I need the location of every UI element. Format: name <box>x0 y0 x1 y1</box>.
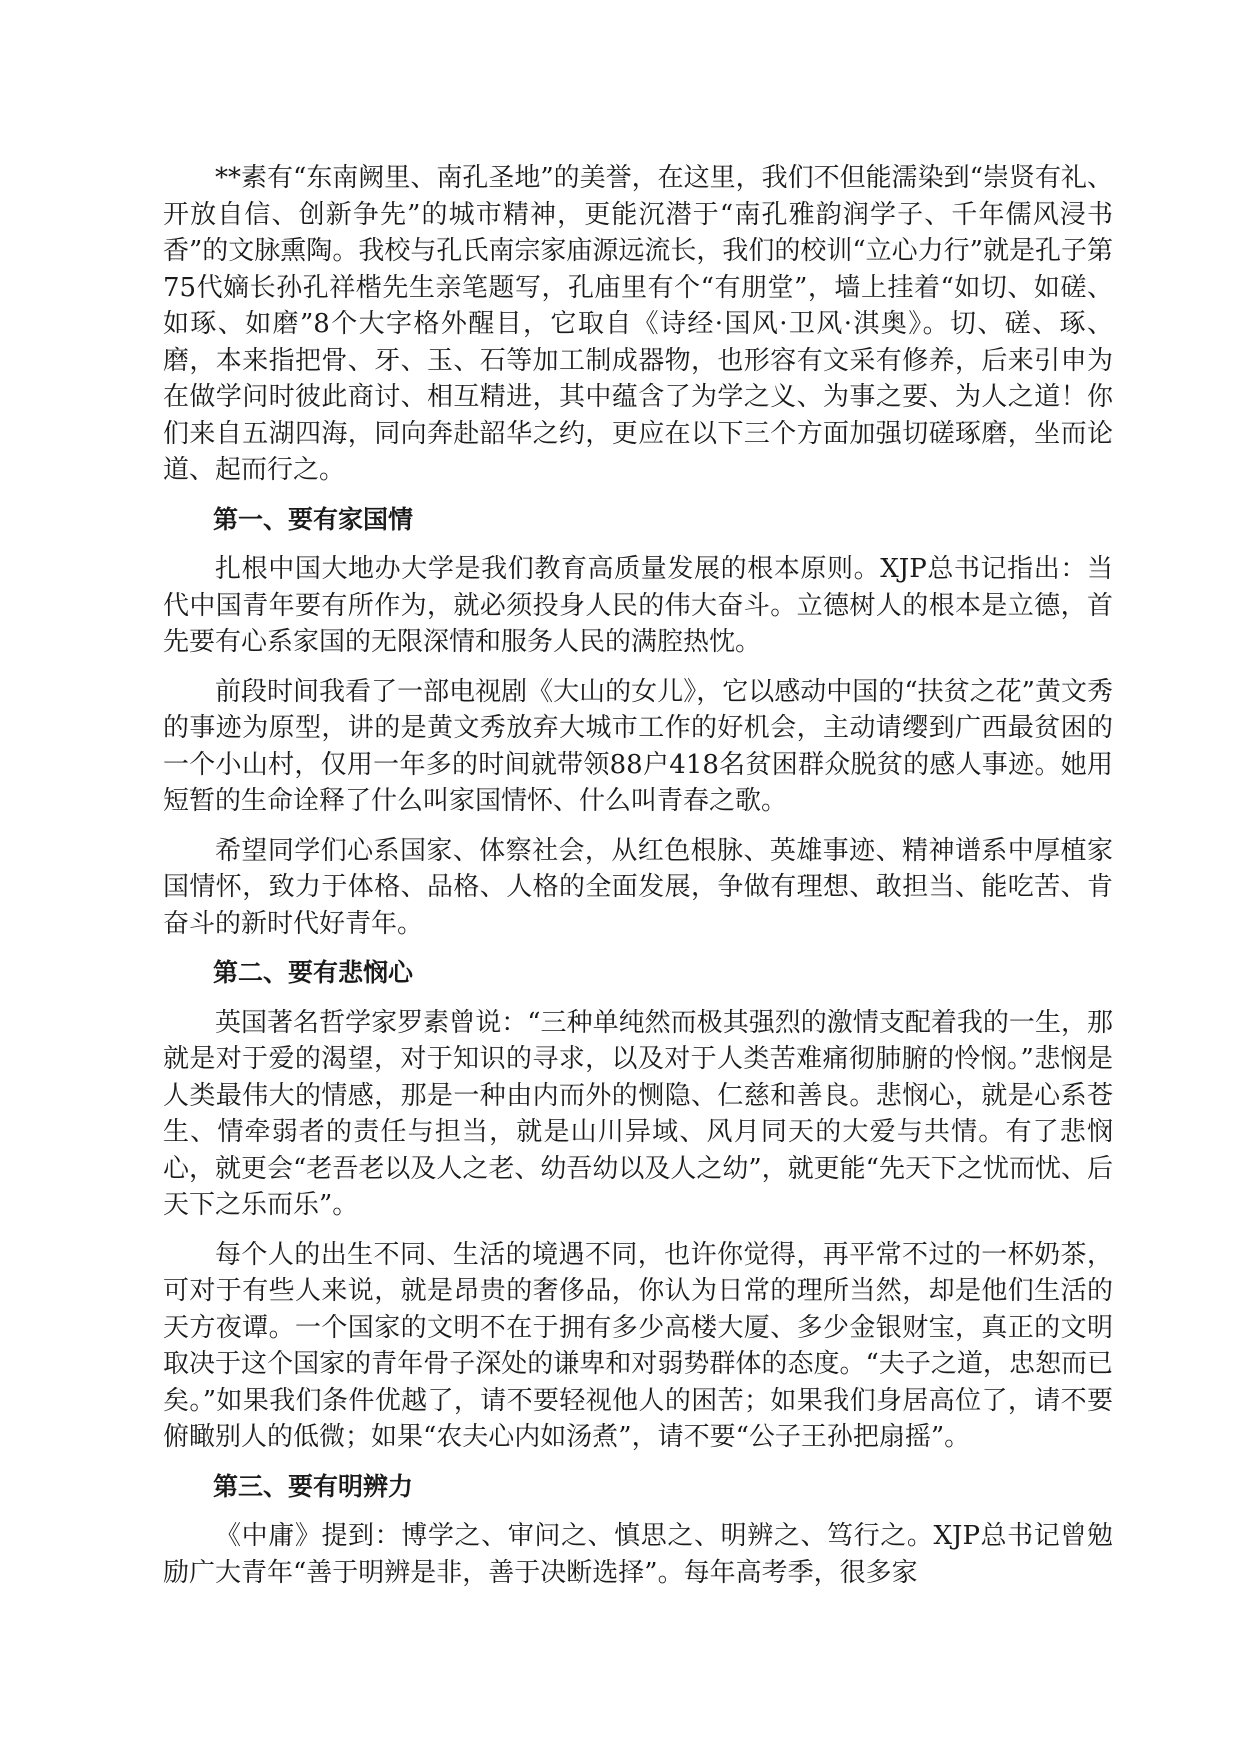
intro-paragraph: **素有“东南阙里、南孔圣地”的美誉，在这里，我们不但能濡染到“崇贤有礼、开放自信、创新争先”的城市精神，更能沉潜于“南孔雅韵润学子、千年儒风浸书香”的文脉熏陶。我校与孔氏南宗家庙源远流长，我们的校训“立心力行”就是孔子第75代嫡长孙孔祥楷先生亲笔题写，孔庙里有个“有朋堂”，墙上挂着“如切、如磋、如琢、如磨”8个大字格外醒目，它取自《诗经·国风·卫风·淇奥》。切、磋、琢、磨，本来指把骨、牙、玉、石等加工制成器物，也形容有文采有修养，后来引申为在做学问时彼此商讨、相互精进，其中蕴含了为学之义、为事之要、为人之道！你们来自五湖四海，同向奔赴韶华之约，更应在以下三个方面加强切磋琢磨，坐而论道、起而行之。 <box>163 163 1113 485</box>
section3-paragraph-1: 《中庸》提到：博学之、审问之、慎思之、明辨之、笃行之。XJP总书记曾勉励广大青年“善于明辨是非，善于决断选择”。每年高考季，很多家 <box>163 1521 1113 1588</box>
section-heading-3: 第三、要有明辨力 <box>213 1471 414 1501</box>
section1-paragraph-3: 希望同学们心系国家、体察社会，从红色根脉、英雄事迹、精神谱系中厚植家国情怀，致力于体格、品格、人格的全面发展，争做有理想、敢担当、能吃苦、肯奋斗的新时代好青年。 <box>163 835 1113 939</box>
section-heading-1: 第一、要有家国情 <box>213 504 414 534</box>
section2-paragraph-1: 英国著名哲学家罗素曾说：“三种单纯然而极其强烈的激情支配着我的一生，那就是对于爱的渴望，对于知识的寻求，以及对于人类苦难痛彻肺腑的怜悯。”悲悯是人类最伟大的情感，那是一种由内而外的恻隐、仁慈和善良。悲悯心，就是心系苍生、情牵弱者的责任与担当，就是山川异域、风月同天的大爱与共情。有了悲悯心，就更会“老吾老以及人之老、幼吾幼以及人之幼”，就更能“先天下之忧而忧、后天下之乐而乐”。 <box>163 1007 1113 1220</box>
section1-paragraph-1: 扎根中国大地办大学是我们教育高质量发展的根本原则。XJP总书记指出：当代中国青年要有所作为，就必须投身人民的伟大奋斗。立德树人的根本是立德，首先要有心系家国的无限深情和服务人民的满腔热忱。 <box>163 554 1113 657</box>
document-page <box>163 160 1113 1604</box>
section1-paragraph-2: 前段时间我看了一部电视剧《大山的女儿》，它以感动中国的“扶贫之花”黄文秀的事迹为原型，讲的是黄文秀放弃大城市工作的好机会，主动请缨到广西最贫困的一个小山村，仅用一年多的时间就带领88户418名贫困群众脱贫的感人事迹。她用短暂的生命诠释了什么叫家国情怀、什么叫青春之歌。 <box>163 676 1113 816</box>
section2-paragraph-2: 每个人的出生不同、生活的境遇不同，也许你觉得，再平常不过的一杯奶茶，可对于有些人来说，就是昂贵的奢侈品，你认为日常的理所当然，却是他们生活的天方夜谭。一个国家的文明不在于拥有多少高楼大厦、多少金银财宝，真正的文明取决于这个国家的青年骨子深处的谦卑和对弱势群体的态度。“夫子之道，忠恕而已矣。”如果我们条件优越了，请不要轻视他人的困苦；如果我们身居高位了，请不要俯瞰别人的低微；如果“农夫心内如汤煮”，请不要“公子王孙把扇摇”。 <box>163 1239 1113 1452</box>
section-heading-2: 第二、要有悲悯心 <box>213 958 414 987</box>
